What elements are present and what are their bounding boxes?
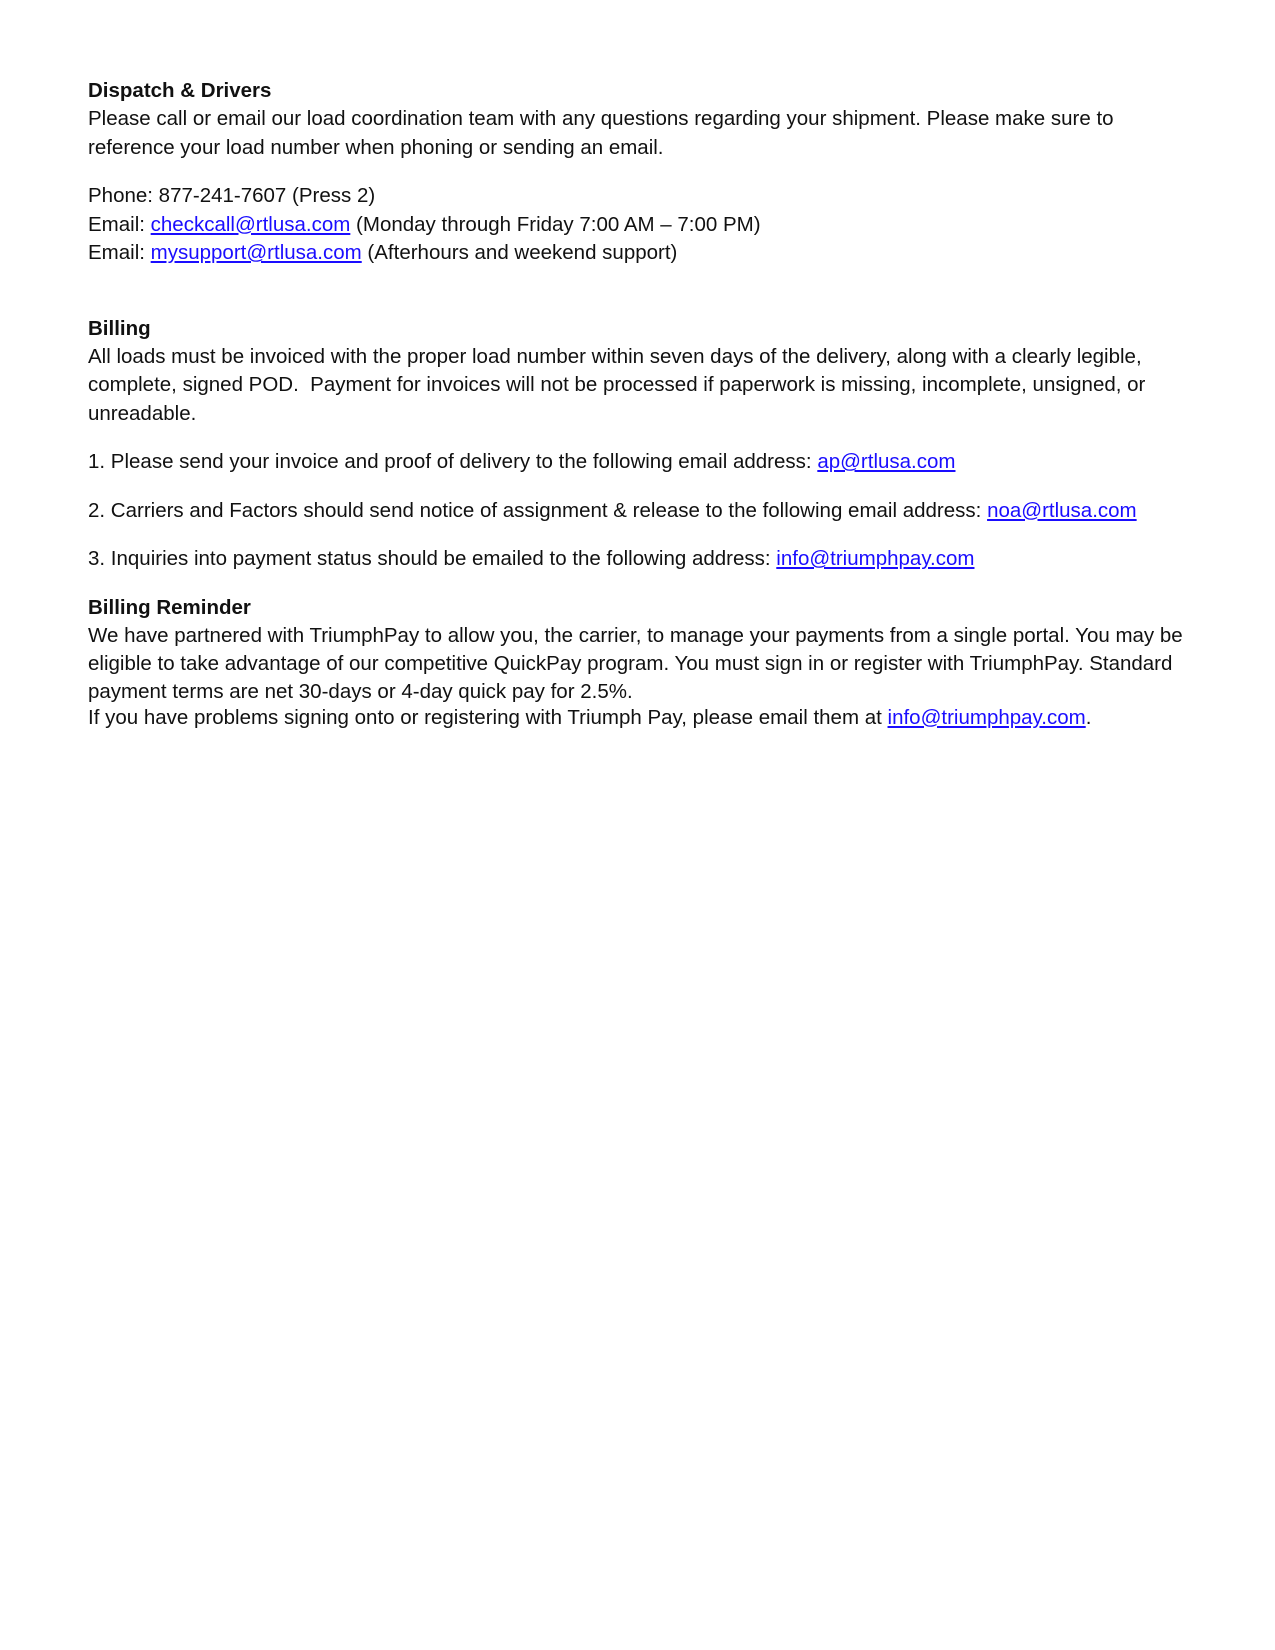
billing-intro: All loads must be invoiced with the proper load number within seven days of the delivery, along with a clearly legible, complete, signed POD. Payment for invoices will not be processed if paperwork is missing, incomplete, unsigned, or unreadable. [88,344,1146,425]
email-label: Email: [88,241,151,264]
billing-section [88,315,1198,574]
checkcall-email-link[interactable]: checkcall@rtlusa.com [150,212,351,236]
billing-reminder-contact [88,706,1198,730]
billing-item-1-text: 1. Please send your invoice and proof of delivery to the following email address: [88,450,818,473]
billing-item-2 [88,497,1198,526]
dispatch-section [88,77,1198,268]
billing-item-1 [88,448,1198,477]
period: . [1085,705,1092,729]
billing-reminder-heading: Billing Reminder [88,595,251,619]
triumphpay-email-link[interactable]: info@triumphpay.com [776,547,975,570]
billing-item-2-text: 2. Carriers and Factors should send notice of assignment & release to the following email address: [88,498,988,522]
document-page [88,77,1198,730]
triumphpay-support-link[interactable]: info@triumphpay.com [887,705,1086,729]
billing-heading: Billing [88,316,151,340]
dispatch-heading: Dispatch & Drivers [88,79,272,102]
mysupport-email-link[interactable]: mysupport@rtlusa.com [150,241,362,264]
billing-item-3 [88,545,1198,574]
billing-item-3-text: 3. Inquiries into payment status should be emailed to the following address: [88,547,777,570]
dispatch-intro: Please call or email our load coordination team with any questions regarding your shipment. Please make sure to reference your load number when phoning or sending an email. [88,107,1114,159]
billing-reminder-contact-text: If you have problems signing onto or registering with Triumph Pay, please email them at [88,705,888,729]
ap-email-link[interactable]: ap@rtlusa.com [817,450,956,473]
mysupport-hours: (Afterhours and weekend support) [361,241,678,264]
checkcall-hours: (Monday through Friday 7:00 AM – 7:00 PM) [350,212,761,236]
billing-reminder-paragraph: We have partnered with TriumphPay to allow you, the carrier, to manage your payments from a single portal. You may be eligible to take advantage of our competitive QuickPay program. You must sign in or register with TriumphPay. Standard payment terms are net 30-days or 4-day quick pay for 2.5%. [88,623,1183,703]
email-label: Email: [88,212,151,236]
phone-line: Phone: 877-241-7607 (Press 2) [88,184,376,207]
billing-reminder-section [88,594,1198,730]
email-line-checkcall [88,211,1198,240]
noa-email-link[interactable]: noa@rtlusa.com [987,498,1137,522]
email-line-mysupport [88,239,1198,268]
